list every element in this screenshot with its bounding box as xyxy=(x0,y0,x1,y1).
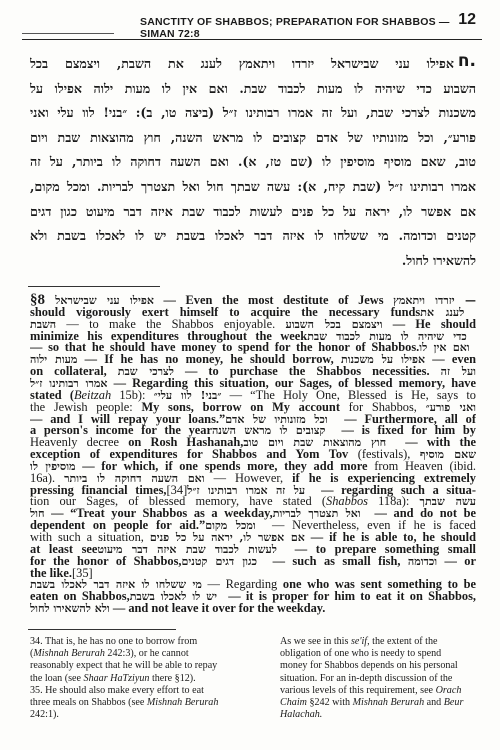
footnote-line xyxy=(280,709,480,721)
footnote-text-run: Beur xyxy=(443,697,464,709)
english-translation-block xyxy=(30,293,476,616)
footnote-line xyxy=(30,685,235,697)
english-text-run: §8 xyxy=(30,293,56,308)
footnote-text-run: 242:1). xyxy=(30,709,59,721)
footnote-line xyxy=(280,648,480,660)
english-text-run: — Even the most destitute of Jews xyxy=(153,293,394,307)
footnote-text-run: ( xyxy=(30,648,34,660)
english-text-run: מוסיפין לו xyxy=(30,459,76,473)
footnote-text-run: Chaim xyxy=(280,697,307,709)
english-text-run: — if he is able to, he should xyxy=(304,530,476,544)
english-text-run: אמרו רבותינו ז״ל xyxy=(30,376,108,390)
english-text-run: stated ( xyxy=(30,387,74,402)
footnote-line xyxy=(30,648,235,660)
english-text-run: 16a). xyxy=(30,470,65,485)
english-text-run: אם אפשר לו, יראה על כל פנים xyxy=(149,531,305,544)
english-text-run: וכל מזונותיו של אדם xyxy=(225,412,337,426)
footnotes-left-column xyxy=(30,636,235,721)
english-text-run: — and not leave it over for the weekday. xyxy=(109,601,326,616)
footnote-text-run: Mishnah Berurah xyxy=(33,648,105,660)
footnote-text-run: Mishnah Berurah xyxy=(146,697,219,709)
footnote-text-run: there §12). xyxy=(149,672,196,684)
english-text-run: — If he has no money, he should borrow, xyxy=(77,352,342,367)
footnote-text-run: §242 with xyxy=(306,697,353,709)
footnotes-right-column xyxy=(280,636,480,721)
english-text-run: — and I will repay your loans.” xyxy=(30,411,226,426)
english-text-run: חול xyxy=(30,507,45,521)
english-text-run: — with the xyxy=(396,435,476,450)
english-text-run: לעשות לכבוד שבת איזה דבר מיעוט xyxy=(97,542,287,556)
english-text-run: dependent on people for aid.” xyxy=(30,518,206,533)
english-text-run: — and do not be xyxy=(367,506,476,521)
footnote-line xyxy=(30,697,235,709)
english-text-run: — to prepare something small xyxy=(286,541,476,556)
page-number: 12 xyxy=(458,11,476,28)
footnote-line xyxy=(280,673,480,685)
footnote-text-run: se'if, xyxy=(350,636,370,647)
english-text-run: on Rosh Hashanah, xyxy=(128,435,244,450)
english-text-run: pressing financial times, xyxy=(30,482,167,497)
english-text-run: השבת xyxy=(30,317,57,331)
english-text-run: ואם אין לו xyxy=(419,341,476,355)
english-text-run: ומכל מקום xyxy=(205,519,265,533)
english-text-run: כדי שיהיה לו מעות לכבוד שבת xyxy=(307,329,476,343)
footnote-text-run: various levels of this requirement, see xyxy=(280,684,436,696)
footnote-text-run: money for Shabbos depends on his personal xyxy=(280,660,458,672)
english-text-run: — He should xyxy=(382,316,476,331)
footnote-line xyxy=(280,636,480,648)
footnote-text-run: reasonably expect that he will be able to repay xyxy=(30,660,218,672)
header-tick-rule xyxy=(22,33,114,34)
footnote-text-run: three meals on Shabbos (see xyxy=(30,697,147,709)
hebrew-line: להשאירו לחול. xyxy=(401,252,476,268)
footnote-text-run: Shaar HaTziyun xyxy=(83,672,150,684)
footnote-text-run: Orach xyxy=(435,684,462,696)
english-text-run: חוץ מהוצאות שבת ויום טוב xyxy=(243,436,397,450)
footnote-text-run: situation. For an in-depth discussion of the xyxy=(280,672,453,684)
footnote-text-run: Halachah. xyxy=(280,709,323,721)
footnote-line xyxy=(30,709,235,721)
english-text-run: My sons, borrow on My account xyxy=(141,399,340,414)
english-text-run: — such as small fish, xyxy=(265,553,408,568)
hebrew-line: אם אפשר לו, יראה על כל פנים לעשות לכבוד שבת איזה דבר מיעוט כגון דגים xyxy=(30,203,476,219)
english-text-run: eaten on Shabbos, xyxy=(30,589,130,604)
english-text-run: for the honor of Shabbos, xyxy=(30,553,182,568)
footnote-text-run: and xyxy=(424,697,444,709)
english-text-run: at least see xyxy=(30,541,98,556)
hebrew-text-block xyxy=(30,51,476,276)
english-text-run: — for which, if one spends more, they add more xyxy=(75,458,368,473)
english-text-run: minimize his expenditures throughout the week xyxy=(30,328,308,343)
english-text-run: — “The Holy One, Blessed is He, says to xyxy=(221,387,476,402)
english-text-run: from Heaven (ibid. xyxy=(367,458,476,473)
english-text-run: לצרכי שבת xyxy=(117,365,174,379)
english-text-run: Beitzah xyxy=(73,387,112,402)
hebrew-line: אפילו עני שבישראל יזרדו ויתאמץ לענג את השבת, ויצמצם בכל xyxy=(30,56,454,71)
hebrew-line: קטנים וכדומה. מי ששלחו לו איזה דבר לאכלו בשבת יש לו לאכלו בשבת ולא xyxy=(30,228,476,244)
english-text-run: לענג את xyxy=(420,305,476,319)
english-text-run: וכדומה xyxy=(407,554,438,568)
english-text-run: ויצמצם בכל השבוע xyxy=(285,317,383,331)
footnote-text-run: obligation of one who is needy to spend xyxy=(280,648,442,660)
english-text-run: — to make the Shabbos enjoyable. xyxy=(56,316,286,331)
english-text-run: — is fixed for him by xyxy=(333,423,476,438)
paragraph-letter: ח. xyxy=(457,51,476,71)
footnote-line xyxy=(280,685,480,697)
english-text-run: — regarding such a situa- xyxy=(313,482,476,497)
hebrew-line: טוב, שאם מוסיף מוסיפין לו (שם טז, א). ואם השעה דחוקה לו ביותר, על זה xyxy=(30,154,476,170)
footnote-line xyxy=(30,673,235,685)
english-text-run: ״בני! לוו עלי״ xyxy=(153,388,222,402)
running-header xyxy=(22,8,482,48)
english-text-run: a person's income for the year xyxy=(30,423,212,438)
hebrew-line: משכנות לצרכי שבת, ועל זה אמרו רבותינו ז״ל (ביצה טו, ב): ״בני! לוו עלי ואני xyxy=(30,105,476,121)
english-text-run: exception of expenditures for Shabbos and Yom Tov xyxy=(30,447,349,462)
english-text-run: — However, xyxy=(204,470,293,485)
english-text-run: מעות ילוה xyxy=(30,353,78,367)
english-text-run: 118a): xyxy=(368,494,420,509)
footnote-text-run: 242:3), or he cannot xyxy=(104,648,189,660)
footnote-line xyxy=(280,660,480,672)
footnote-line xyxy=(280,697,480,709)
english-text-run: ואם השעה דחוקה לו ביותר xyxy=(64,471,205,485)
english-text-run: כגון דגים קטנים xyxy=(181,554,266,568)
footnote-line xyxy=(30,636,235,648)
english-line xyxy=(30,601,476,616)
english-text-run: — Regarding xyxy=(201,577,283,592)
english-text-run: אפילו עני שבישראל xyxy=(55,294,154,307)
running-header-title: SANCTITY OF SHABBOS; PREPARATION FOR SHABBOS — SIMAN 72:8 xyxy=(140,16,450,40)
english-text-run: קצובים לו מראש השנה xyxy=(211,424,334,438)
english-text-run: (festivals), xyxy=(348,447,420,462)
english-text-run: ועל זה xyxy=(440,365,476,379)
english-text-run: with such a situation, xyxy=(30,530,150,544)
english-text-run: — Furthermore, all of xyxy=(336,411,476,426)
english-text-run: the like. xyxy=(30,565,72,580)
english-text-run: מי ששלחו לו איזה דבר לאכלו בשבת xyxy=(30,578,202,592)
english-text-run: if he is experiencing extremely xyxy=(292,470,476,485)
hebrew-line: אמרו רבותינו ז״ל (שבת קיח, א): עשה שבתך חול ואל תצטרך לבריות. ומכל מקום, xyxy=(30,179,476,194)
english-text-run: ואל תצטרך לבריות xyxy=(272,507,368,521)
english-text-run: the Jewish people: xyxy=(30,399,142,414)
english-text-run: — even xyxy=(425,352,476,367)
footnote-text-run: the loan (see xyxy=(30,672,84,684)
english-text-run: — יזרדו ויתאמץ xyxy=(393,294,476,307)
section-divider xyxy=(28,286,160,287)
footnote-text-run: the extent of the xyxy=(369,636,438,647)
english-text-run: — or xyxy=(437,553,476,568)
english-text-run: שאם מוסיף xyxy=(419,448,476,462)
footnote-line xyxy=(30,660,235,672)
english-text-run: — to purchase the Shabbos necessities. xyxy=(173,364,441,379)
footnote-text-run: 35. He should also make every effort to eat xyxy=(30,684,204,696)
footnote-rule xyxy=(28,629,176,630)
english-text-run: — so that he should have money to spend for the honor of Shabbos. xyxy=(30,340,420,355)
english-text-run: [34] xyxy=(166,482,188,497)
english-text-run: עשה שבתך xyxy=(419,495,476,509)
english-text-run: — Regarding this situation, our Sages, of blessed memory, have xyxy=(107,375,476,390)
english-text-run: — Nevertheless, even if he is faced xyxy=(264,518,476,533)
hebrew-line: השבוע כדי שיהיה לו מעות לכבוד שבת. ואם אין לו מעות ילוה אפילו על xyxy=(30,80,476,96)
english-text-run: tion our Sages, of blessed memory, have stated ( xyxy=(30,494,326,509)
english-text-run: על זה אמרו רבותינו ז״ל xyxy=(187,483,314,497)
footnote-text-run: 34. That is, he has no one to borrow from xyxy=(30,636,198,647)
english-text-run: Heavenly decree xyxy=(30,435,129,450)
english-text-run: [35] xyxy=(72,565,93,580)
english-text-run: Shabbos xyxy=(326,494,368,509)
english-text-run: should vigorously exert himself to acquire the necessary funds xyxy=(30,304,421,319)
header-rule xyxy=(22,39,482,40)
english-text-run: — it is proper for him to eat it on Shabbos, xyxy=(222,589,476,604)
english-text-run: one who was sent something to be xyxy=(282,577,476,592)
english-text-run: ולא להשאירו לחול xyxy=(30,602,110,616)
english-text-run: ואני פורע״ xyxy=(425,400,476,414)
footnote-text-run: Mishnah Berurah xyxy=(352,697,425,709)
english-text-run: — “Treat your Shabbos as a weekday, xyxy=(44,506,273,521)
english-text-run: on collateral, xyxy=(30,364,118,379)
hebrew-line: פורע״, וכל מזונותיו של אדם קצובים לו מראש השנה, חוץ מהוצאות שבת ויום xyxy=(30,129,476,145)
english-text-run: אפילו על משכנות xyxy=(341,353,426,367)
english-text-run: יש לו לאכלו בשבת xyxy=(129,590,223,604)
english-text-run: 15b): xyxy=(111,387,154,402)
english-text-run: for Shabbos, xyxy=(339,399,426,414)
footnote-text-run: As we see in this xyxy=(280,636,351,647)
